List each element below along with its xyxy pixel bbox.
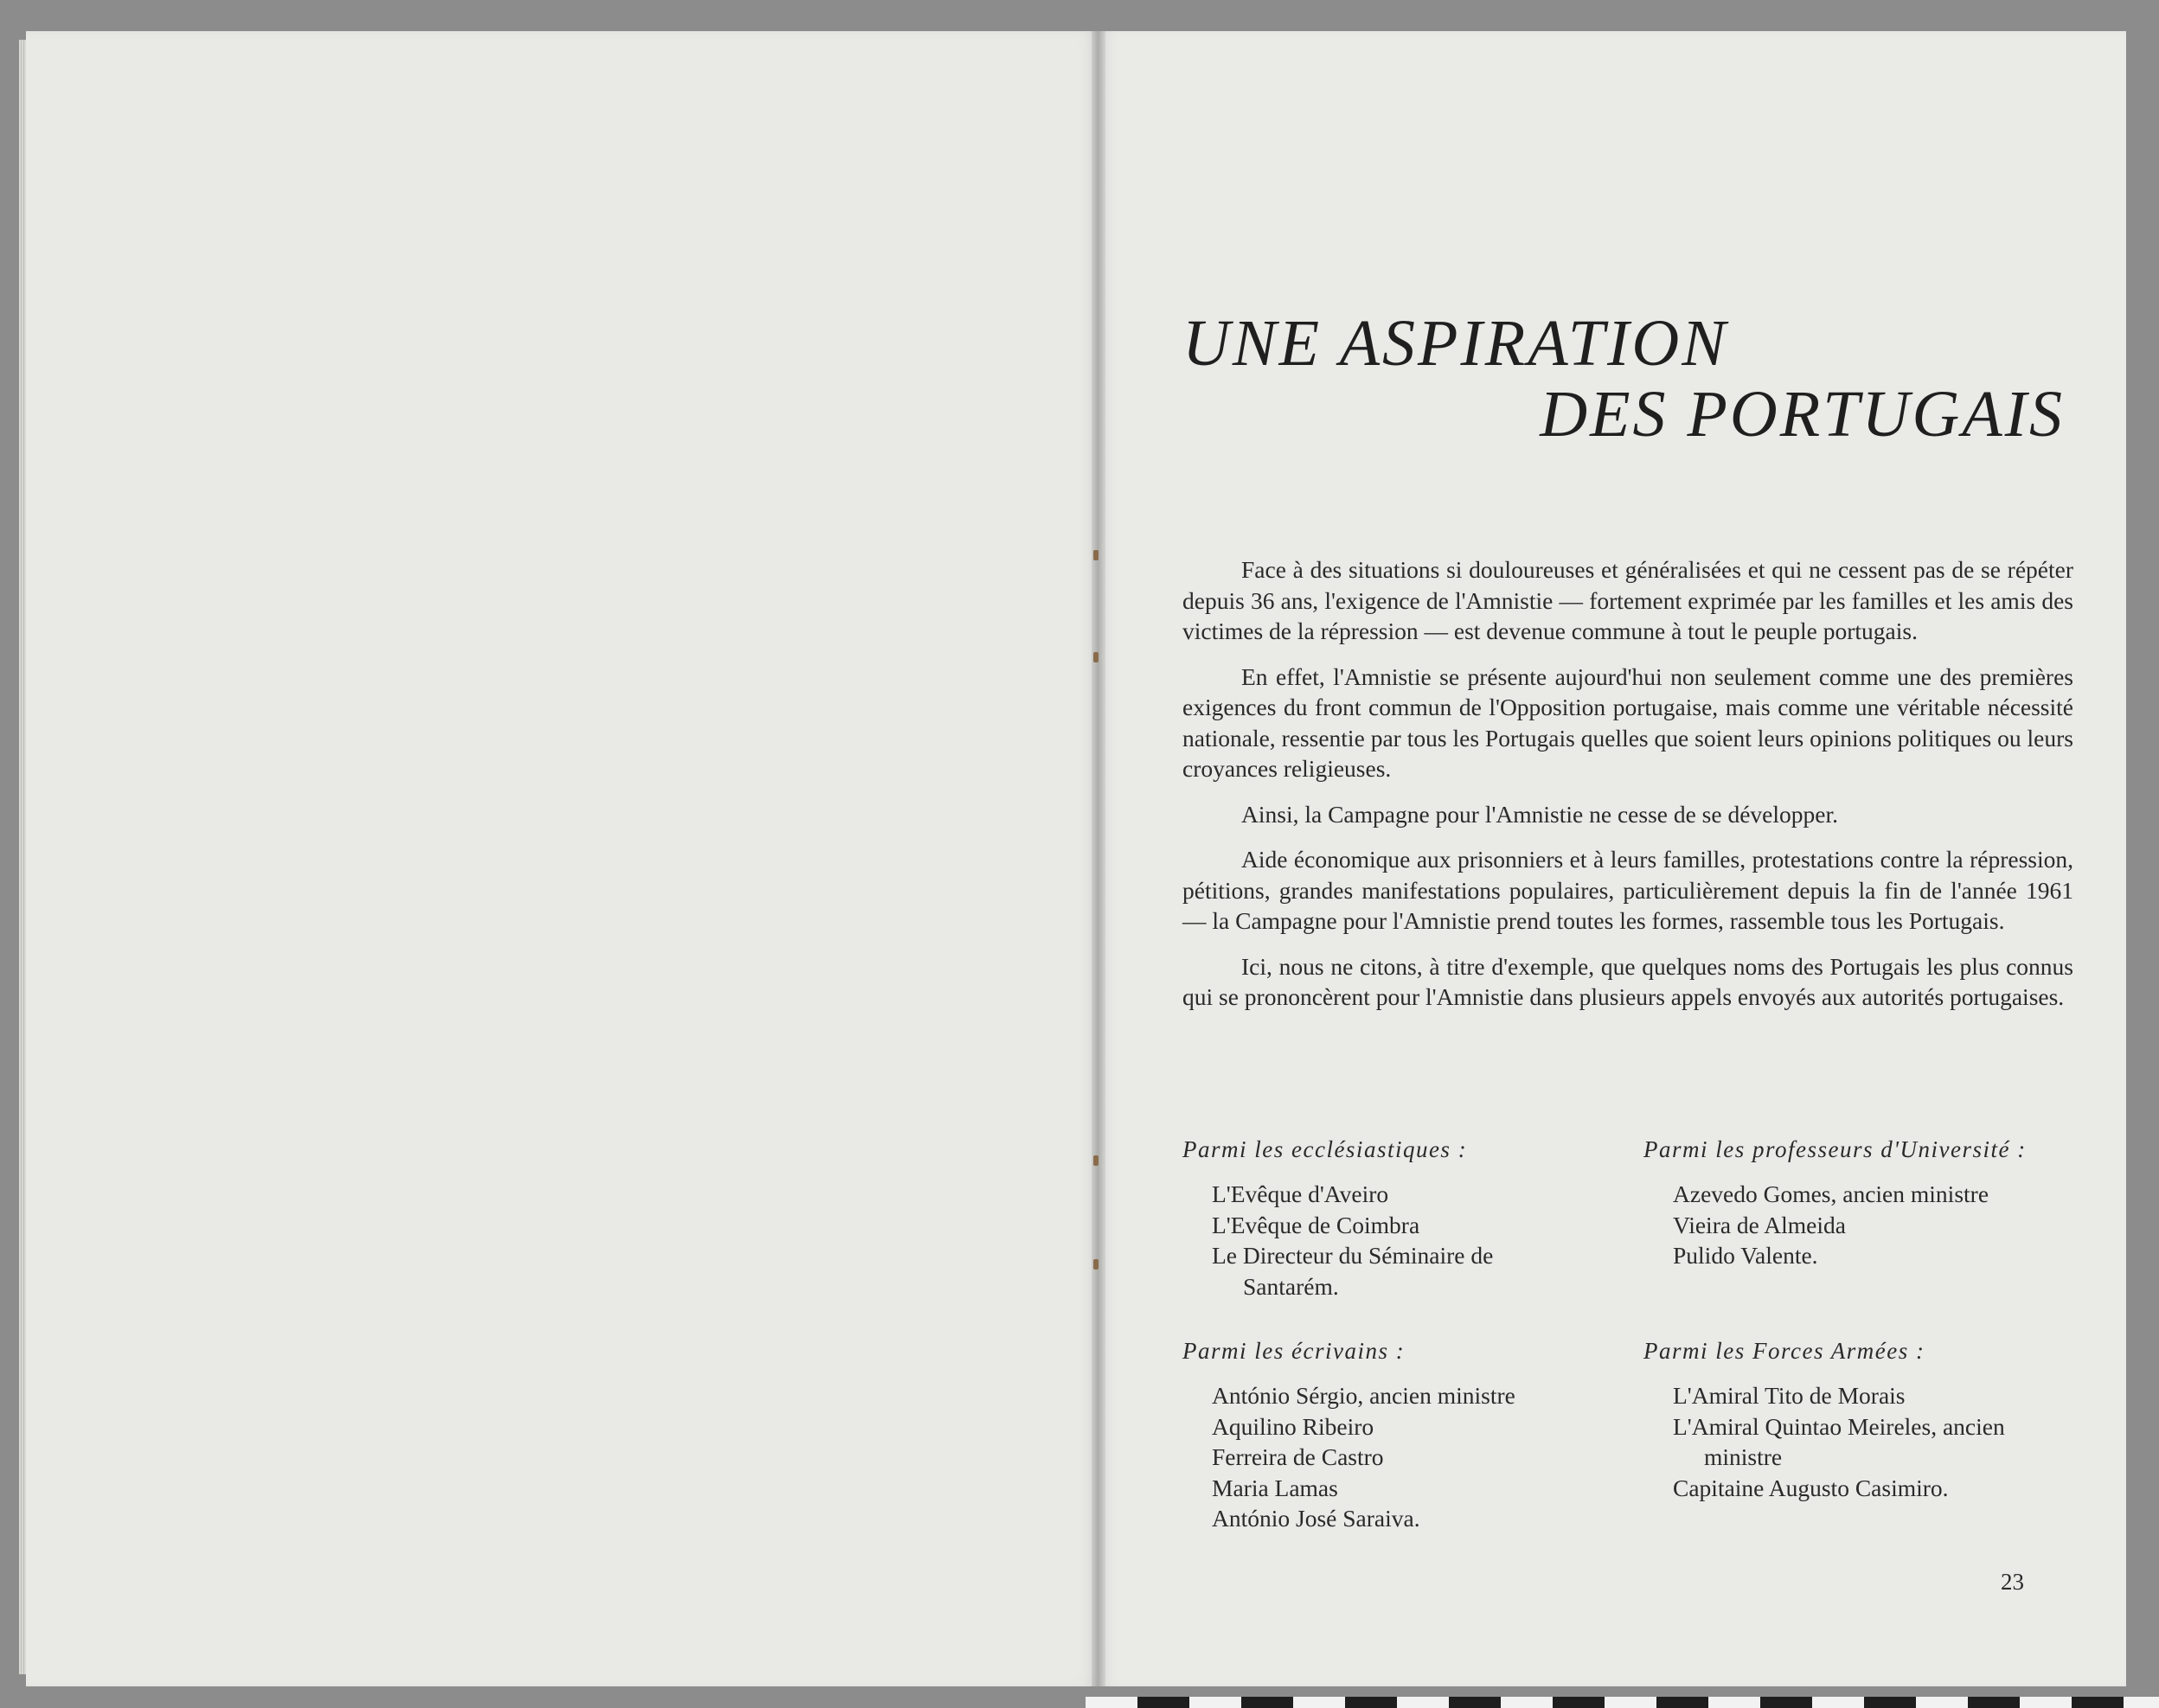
page-title-line1: UNE ASPIRATION: [1182, 307, 1728, 380]
list-item: [1643, 1473, 2059, 1504]
list-item-text: Maria Lamas: [1212, 1474, 1338, 1501]
list-item-continuation: ministre: [1704, 1443, 1783, 1470]
list-item: [1182, 1411, 1598, 1443]
list-item: [1182, 1442, 1598, 1473]
list-heading: Parmi les ecclésiastiques :: [1182, 1136, 1468, 1162]
list-professeurs: [1643, 1136, 2059, 1271]
list-item-text: L'Evêque d'Aveiro: [1212, 1180, 1389, 1207]
binding-thread-mark: [1093, 1155, 1099, 1166]
page-title-line2: DES PORTUGAIS: [1540, 378, 2065, 451]
list-item: [1643, 1179, 2059, 1210]
paragraph: En effet, l'Amnistie se présente aujourd'hui non seulement comme une des premières exigences du front commun de l'Opposition portugaise, mais comme une véritable nécessité nationale, ressentie par tous les Portugais quelles que soient leurs opinions politiques ou leurs croyances religieuses.: [1182, 662, 2073, 782]
list-item: [1182, 1473, 1598, 1504]
list-ecrivains: [1182, 1338, 1598, 1534]
list-item-text: António José Saraiva.: [1212, 1505, 1420, 1532]
list-item-text: Ferreira de Castro: [1212, 1443, 1384, 1470]
list-item: [1643, 1380, 2059, 1411]
book-gutter: [1092, 31, 1105, 1686]
list-item: [1182, 1179, 1598, 1210]
list-item: [1182, 1380, 1598, 1411]
left-page-blank: [26, 31, 1099, 1686]
paragraph: Ici, nous ne citons, à titre d'exemple, que quelques noms des Portugais les plus connus qui se prononcèrent pour l'Amnistie dans plusieurs appels envoyés aux autorités portugaises.: [1182, 952, 2073, 1010]
paragraph: Aide économique aux prisonniers et à leurs familles, protestations contre la répression, pétitions, grandes manifestations populaires, particulièrement depuis la fin de l'année 1961 — la Campagne pour l'Amnistie prend toutes les formes, rassemble tous les Portugais.: [1182, 846, 2073, 934]
scale-ruler: [1086, 1697, 2159, 1708]
list-forces-armees: [1643, 1338, 2059, 1503]
list-item-text: Le Directeur du Séminaire de: [1212, 1242, 1494, 1269]
list-heading: Parmi les Forces Armées :: [1643, 1338, 1925, 1364]
book-spread: [26, 31, 2126, 1686]
list-item: [1643, 1210, 2059, 1241]
paragraph: Ainsi, la Campagne pour l'Amnistie ne cesse de se développer.: [1241, 800, 1838, 828]
list-item: [1643, 1411, 2059, 1473]
binding-thread-mark: [1093, 1259, 1099, 1270]
list-item-text: L'Evêque de Coimbra: [1212, 1211, 1420, 1238]
binding-thread-mark: [1093, 652, 1099, 662]
list-item-text: Azevedo Gomes, ancien ministre: [1673, 1180, 1989, 1207]
list-item-continuation: Santarém.: [1243, 1272, 1339, 1300]
list-item-text: L'Amiral Tito de Morais: [1673, 1382, 1906, 1409]
list-heading: Parmi les écrivains :: [1182, 1338, 1406, 1364]
list-ecclesiastiques: [1182, 1136, 1598, 1302]
paragraph: Face à des situations si douloureuses et généralisées et qui ne cessent pas de se répéter depuis 36 ans, l'exigence de l'Amnistie — fortement exprimée par les familles et les amis des victimes de la répression — est devenue commune à tout le peuple portugais.: [1182, 556, 2073, 644]
body-text: [1182, 554, 2073, 1027]
page-number: 23: [2001, 1569, 2024, 1595]
list-item-text: Vieira de Almeida: [1673, 1211, 1846, 1238]
list-item-text: L'Amiral Quintao Meireles, ancien: [1673, 1412, 2005, 1440]
binding-thread-mark: [1093, 550, 1099, 560]
list-item: [1182, 1503, 1598, 1534]
list-item: [1182, 1210, 1598, 1241]
list-item-text: Aquilino Ribeiro: [1212, 1412, 1374, 1440]
list-item-text: Capitaine Augusto Casimiro.: [1673, 1474, 1949, 1501]
list-item: [1182, 1240, 1598, 1302]
list-item: [1643, 1240, 2059, 1271]
list-item-text: Pulido Valente.: [1673, 1242, 1818, 1269]
list-heading: Parmi les professeurs d'Université :: [1643, 1136, 2027, 1162]
list-item-text: António Sérgio, ancien ministre: [1212, 1382, 1515, 1409]
